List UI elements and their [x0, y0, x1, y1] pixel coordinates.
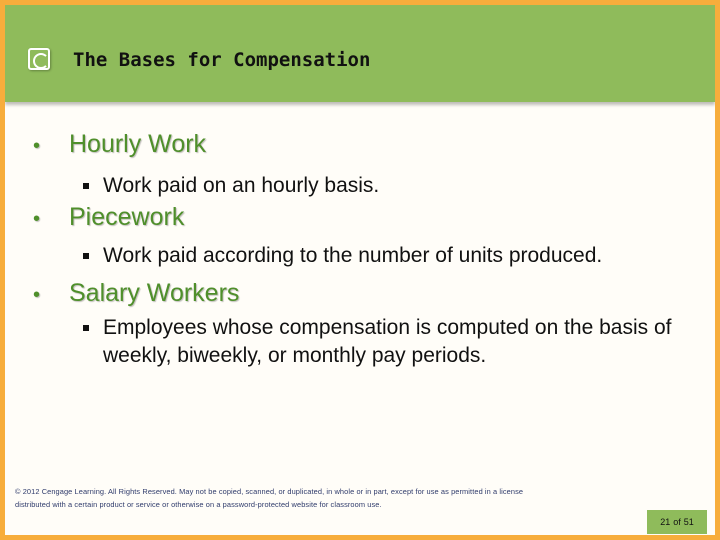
bullet-label: Salary Workers — [69, 279, 240, 307]
sub-bullet-piecework — [83, 242, 703, 270]
copyright-notice: © 2012 Cengage Learning. All Rights Reserved. May not be copied, scanned, or duplicated, in whole or in part, except for use as permitted in a license distributed with a certain product or service or otherwise on a password-protected website for classroom use. — [15, 487, 524, 509]
page-of: of — [673, 517, 681, 527]
page-total: 51 — [683, 517, 694, 527]
sub-bullet-salary-workers — [83, 314, 673, 370]
bullet-dot-icon: • — [33, 208, 41, 230]
bullet-dot-icon: • — [33, 284, 41, 306]
slide-title: The Bases for Compensation — [73, 49, 371, 71]
sub-bullet-text: Work paid on an hourly basis. — [103, 174, 380, 197]
slide — [5, 5, 715, 535]
sub-bullet-hourly-work — [83, 172, 703, 200]
page-number-badge — [647, 510, 707, 534]
header-bar — [5, 5, 715, 102]
bullet-label: Piecework — [69, 203, 185, 231]
bullet-dot-icon: • — [33, 135, 41, 157]
square-bullet-icon — [83, 325, 89, 331]
square-bullet-icon — [83, 183, 89, 189]
bullet-hourly-work — [33, 130, 206, 159]
bullet-salary-workers — [33, 279, 239, 308]
sub-bullet-text: Employees whose compensation is computed on the basis of weekly, biweekly, or monthly pay periods. — [103, 316, 672, 367]
bullet-piecework — [33, 203, 184, 232]
square-bullet-icon — [83, 253, 89, 259]
sub-bullet-text: Work paid according to the number of units produced. — [103, 244, 603, 267]
page-current: 21 — [660, 517, 671, 527]
slide-marker-icon — [28, 48, 50, 70]
bullet-label: Hourly Work — [69, 130, 207, 158]
